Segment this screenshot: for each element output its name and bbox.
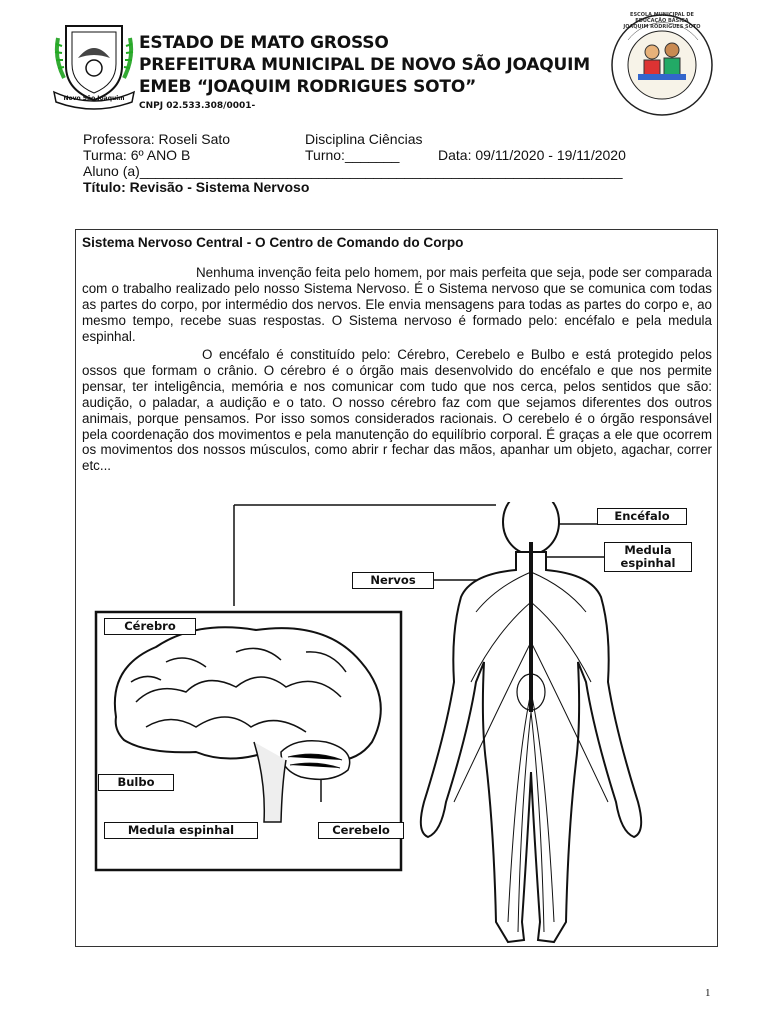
school-logo (608, 10, 716, 120)
label-medula-espinhal-brain: Medula espinhal (104, 822, 258, 839)
label-cerebelo: Cerebelo (318, 822, 404, 839)
date-range: Data: 09/11/2020 - 19/11/2020 (438, 147, 626, 163)
header-school: EMEB “JOAQUIM RODRIGUES SOTO” (139, 77, 477, 97)
content-box (75, 229, 718, 947)
page-number: 1 (705, 987, 711, 999)
section-heading: Sistema Nervoso Central - O Centro de Comando do Corpo (82, 235, 464, 250)
discipline: Disciplina Ciências (305, 131, 423, 147)
label-nervos: Nervos (352, 572, 434, 589)
label-encefalo: Encéfalo (597, 508, 687, 525)
label-medula-line1: Medula (624, 543, 672, 557)
teacher-name: Professora: Roseli Sato (83, 131, 231, 147)
label-medula-line2: espinhal (620, 556, 676, 570)
nervous-system-diagram (76, 502, 719, 946)
header-state: ESTADO DE MATO GROSSO (139, 33, 389, 53)
state-crest (52, 18, 136, 110)
label-cerebro: Cérebro (104, 618, 196, 635)
header-prefeitura: PREFEITURA MUNICIPAL DE NOVO SÃO JOAQUIM (139, 55, 591, 75)
header-cnpj: CNPJ 02.533.308/0001- (139, 101, 256, 111)
worksheet-title: Título: Revisão - Sistema Nervoso (83, 179, 310, 195)
paragraph-2: O encéfalo é constituído pelo: Cérebro, Cerebelo e Bulbo e está protegido pelos ossos que formam o crânio. O cérebro é o órgão mais desenvolvido do encéfalo e que nos permite pensar, ter inteligência, memória e nos comunicar com tudo que nos cerca, pelos sentidos que são: audição, o paladar, a audição e o tato. O nosso cérebro faz com que sejamos diferentes dos outros animais, porque pensamos. Por isso somos considerados racionais. O cerebelo é o órgão responsável pela coordenação dos movimentos e pela manutenção do equilíbrio corporal. É graças a ele que ocorrem os movimentos dos nossos músculos, como abrir r fechar das mãos, apanhar um objeto, agachar, correr etc... (82, 347, 712, 474)
class-group: Turma: 6º ANO B (83, 147, 191, 163)
student-field: Aluno (a)______________________________________________________________ (83, 163, 623, 179)
crest-ribbon-text: Novo São Joaquim (63, 95, 125, 102)
paragraph-1: Nenhuma invenção feita pelo homem, por mais perfeita que seja, pode ser comparada com o trabalho realizado pelo nosso Sistema Nervoso. É o Sistema nervoso que se comunica com todas as partes do corpo, por intermédio dos nervos. Ele envia mensagens para todas as partes do corpo e, ao mesmo tempo, recebe suas respostas. O Sistema nervoso é formado pelo: encéfalo e pela medula espinhal. (82, 265, 712, 344)
shift-field: Turno:_______ (305, 147, 400, 163)
school-logo-text: ESCOLA MUNICIPAL DE EDUCAÇÃO BÁSICA JOAQUIM RODRIGUES SOTO (623, 12, 701, 30)
label-medula-espinhal (604, 542, 692, 572)
label-bulbo: Bulbo (98, 774, 174, 791)
